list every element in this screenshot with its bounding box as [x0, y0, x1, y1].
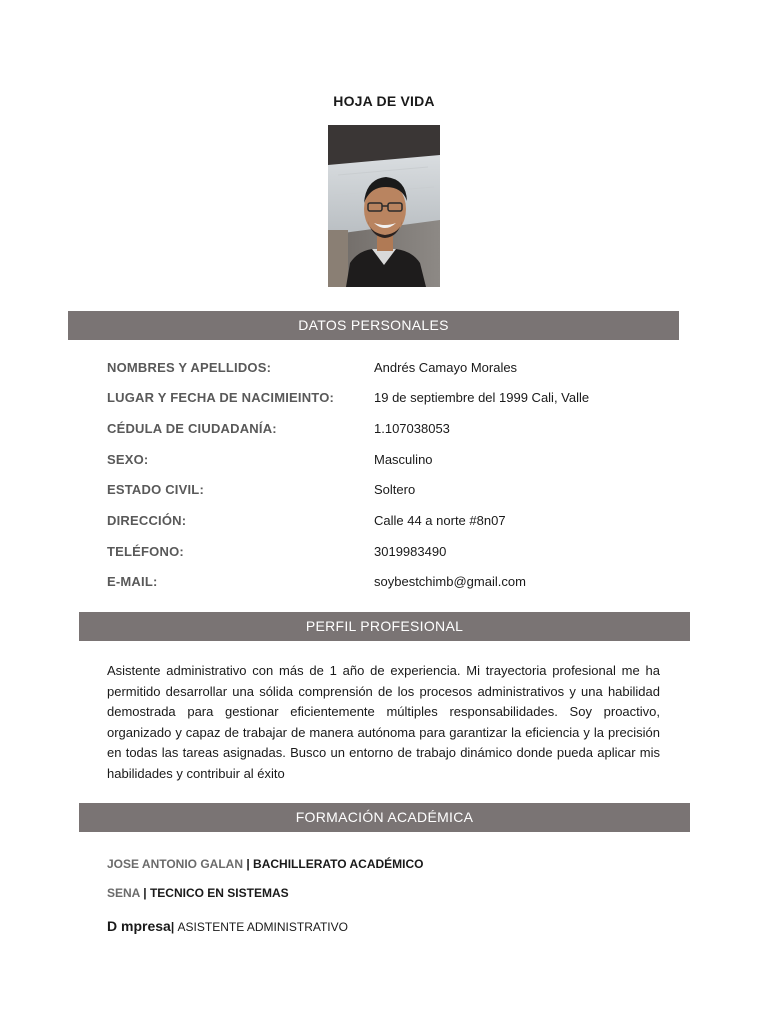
info-label: ESTADO CIVIL: [107, 482, 204, 497]
info-row-direccion [0, 513, 768, 533]
section-header-formacion-academica: FORMACIÓN ACADÉMICA [79, 803, 690, 832]
info-label: NOMBRES Y APELLIDOS: [107, 360, 272, 375]
education-institution: SENA [107, 886, 140, 900]
education-separator: | [170, 920, 178, 934]
document-title: HOJA DE VIDA [333, 93, 435, 109]
email-value[interactable]: soybestchimb@gmail.com [374, 574, 526, 589]
info-label: E-MAIL: [107, 574, 158, 589]
info-value: Calle 44 a norte #8n07 [374, 513, 506, 528]
education-institution: JOSE ANTONIO GALAN [107, 857, 244, 871]
profile-photo [328, 125, 440, 287]
info-row-telefono [0, 544, 768, 564]
info-label: CÉDULA DE CIUDADANÍA: [107, 421, 277, 436]
education-degree: ASISTENTE ADMINISTRATIVO [177, 920, 348, 934]
education-separator: | [139, 886, 150, 900]
section-header-datos-personales: DATOS PERSONALES [68, 311, 679, 340]
education-item [107, 886, 289, 900]
education-degree: TECNICO EN SISTEMAS [149, 886, 289, 900]
education-institution: D mpresa [107, 918, 171, 934]
info-row-email [0, 574, 768, 594]
section-header-perfil-profesional: PERFIL PROFESIONAL [79, 612, 690, 641]
info-row-estado-civil [0, 482, 768, 502]
education-item [107, 918, 348, 934]
info-label: LUGAR Y FECHA DE NACIMIEINTO: [107, 390, 335, 405]
info-value: 19 de septiembre del 1999 Cali, Valle [374, 390, 590, 405]
info-row-cedula [0, 421, 768, 441]
education-separator: | [243, 857, 254, 871]
info-row-sexo [0, 452, 768, 472]
info-label: DIRECCIÓN: [107, 513, 187, 528]
info-value: 3019983490 [374, 544, 447, 559]
info-label: SEXO: [107, 452, 149, 467]
education-item [107, 857, 423, 871]
education-degree: BACHILLERATO ACADÉMICO [253, 857, 424, 871]
info-value: Masculino [374, 452, 433, 467]
info-row-nombres [0, 360, 768, 380]
info-row-nacimiento [0, 390, 768, 410]
info-value: Soltero [374, 482, 416, 497]
profile-summary: Asistente administrativo con más de 1 año de experiencia. Mi trayectoria profesional me ha permitido desarrollar una sólida comprensión de los procesos administrativos y una habilidad demostrada para gestionar eficientemente múltiples responsabilidades. Soy proactivo, organizado y capaz de trabajar de manera autónoma para garantizar la eficiencia y la precisión en todas las tareas asignadas. Busco un entorno de trabajo dinámico donde pueda aplicar mis habilidades y contribuir al éxito [107, 663, 660, 781]
info-label: TELÉFONO: [107, 544, 184, 559]
info-value: 1.107038053 [374, 421, 450, 436]
info-value: Andrés Camayo Morales [374, 360, 518, 375]
